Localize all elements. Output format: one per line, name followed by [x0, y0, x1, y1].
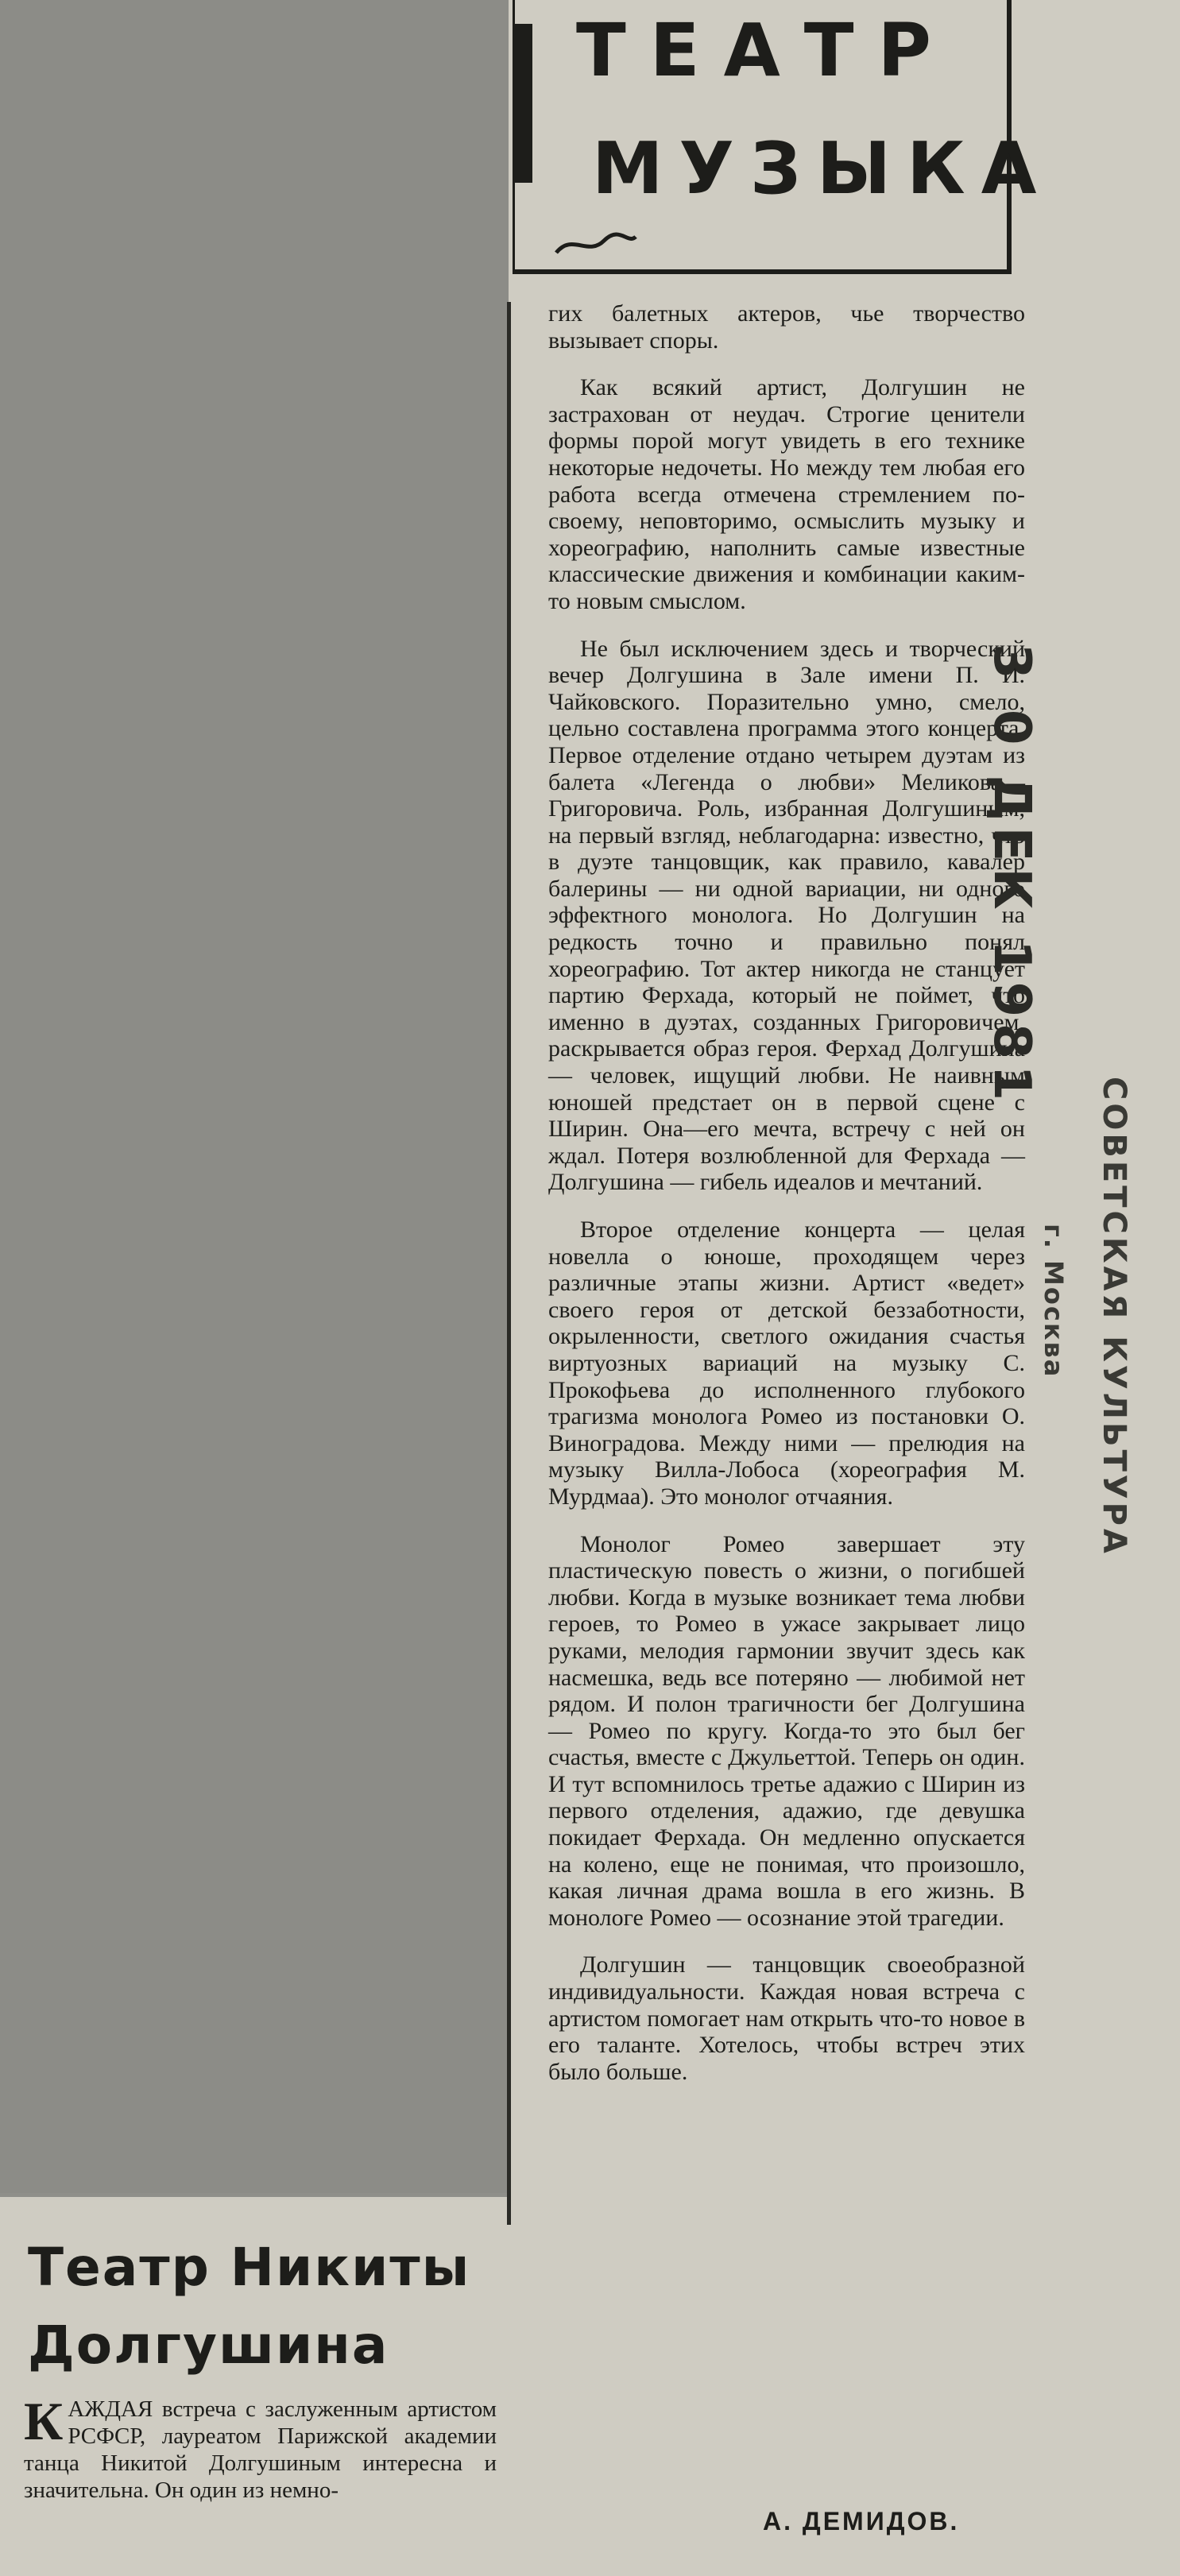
article-paragraph: Долгушин — танцовщик своеобразной индивидуальности. Каждая новая встреча с артистом помогает нам открыть что-то новое в его таланте. Хотелось, чтобы встреч этих было больше. [548, 1951, 1025, 2085]
article-intro [24, 2391, 497, 2504]
intro-text: АЖДАЯ встреча с заслуженным артистом РСФСР, лауреатом Парижской академии танца Никитой Долгушиным интересна и значительна. Он один из немно- [24, 2396, 497, 2503]
city-stamp: г. Москва [1039, 1224, 1069, 1379]
rubric-bar [515, 24, 532, 183]
headline-line1: Театр Никиты [28, 2237, 471, 2298]
date-stamp: 3 0 ДЕК 1981 [982, 644, 1041, 1108]
article-paragraph: гих балетных актеров, чье творчество вызывает споры. [548, 300, 1025, 354]
source-stamp: СОВЕТСКАЯ КУЛЬТУРА [1096, 1077, 1132, 1557]
rubric-title-line1: ТЕАТР [576, 8, 955, 93]
scan-background [0, 0, 516, 2193]
headline-line2: Долгушина [28, 2315, 389, 2376]
rubric-title-line2: МУЗЫКА [592, 127, 1053, 211]
article-paragraph: Не был исключением здесь и творческий вечер Долгушина в Зале имени П. И. Чайковского. Поразительно умно, смело, цельно составлена программа этого концерта. Первое отделение отдано четырем дуэтам из балета «Легенда о любви» Меликова—Григоровича. Роль, избранная Долгушиным, на первый взгляд, неблагодарна: известно, что в дуэте танцовщик, как правило, кавалер балерины — ни одной вариации, ни одного эффектного монолога. Но Долгушин на редкость точно и правильно понял хореографию. Тот актер никогда не станцует партию Ферхада, который не поймет, что именно в дуэтах, созданных Григоровичем, раскрывается образ героя. Ферхад Долгушина — человек, ищущий любви. Не наивным юношей предстает он в первой сцене с Ширин. Она—его мечта, встречу с ней он ждал. Потеря возлюбленной для Ферхада — Долгушина — гибель идеалов и мечтаний. [548, 635, 1025, 1196]
article-body [548, 300, 1025, 2106]
author-signature: А. ДЕМИДОВ. [763, 2507, 960, 2535]
column-rule [507, 302, 511, 2225]
article-headline [28, 2229, 470, 2385]
article-paragraph: Монолог Ромео завершает эту пластическую повесть о жизни, о погибшей любви. Когда в музыке возникает тема любви героев, то Ромео в ужасе закрывает лицо руками, мелодия гармонии звучит здесь как насмешка, ведь все потеряно — любимой нет рядом. И полон трагичности бег Долгушина — Ромео по кругу. Когда-то это был бег счастья, вместе с Джульеттой. Теперь он один. И тут вспомнилось третье адажио с Ширин из первого отделения, адажио, где девушка покидает Ферхада. Он медленно опускается на колено, еще не понимая, что произошло, какая личная драма вошла в его жизнь. В монологе Ромео — осознание этой трагедии. [548, 1530, 1025, 1931]
article-paragraph: Второе отделение концерта — целая новелла о юноше, проходящем через различные этапы жизни. Артист «ведет» своего героя от детской беззаботности, окрыленности, светлого ожидания счастья виртуозных вариаций на музыку С. Прокофьева до исполненного глубокого трагизма монолога Ромео из постановки О. Виноградова. Между ними — прелюдия на музыку Вилла-Лобоса (хореография М. Мурдмаа). Это монолог отчаяния. [548, 1216, 1025, 1510]
article-paragraph: Как всякий артист, Долгушин не застрахован от неудач. Строгие ценители формы порой могут увидеть в его технике некоторые недочеты. Но между тем любая его работа всегда отмечена стремлением по-своему, неповторимо, осмыслить музыку и хореографию, наполнить самые известные классические движения и комбинации каким-то новым смыслом. [548, 374, 1025, 614]
rubric-ornament [552, 229, 640, 261]
drop-cap: К [24, 2391, 64, 2451]
